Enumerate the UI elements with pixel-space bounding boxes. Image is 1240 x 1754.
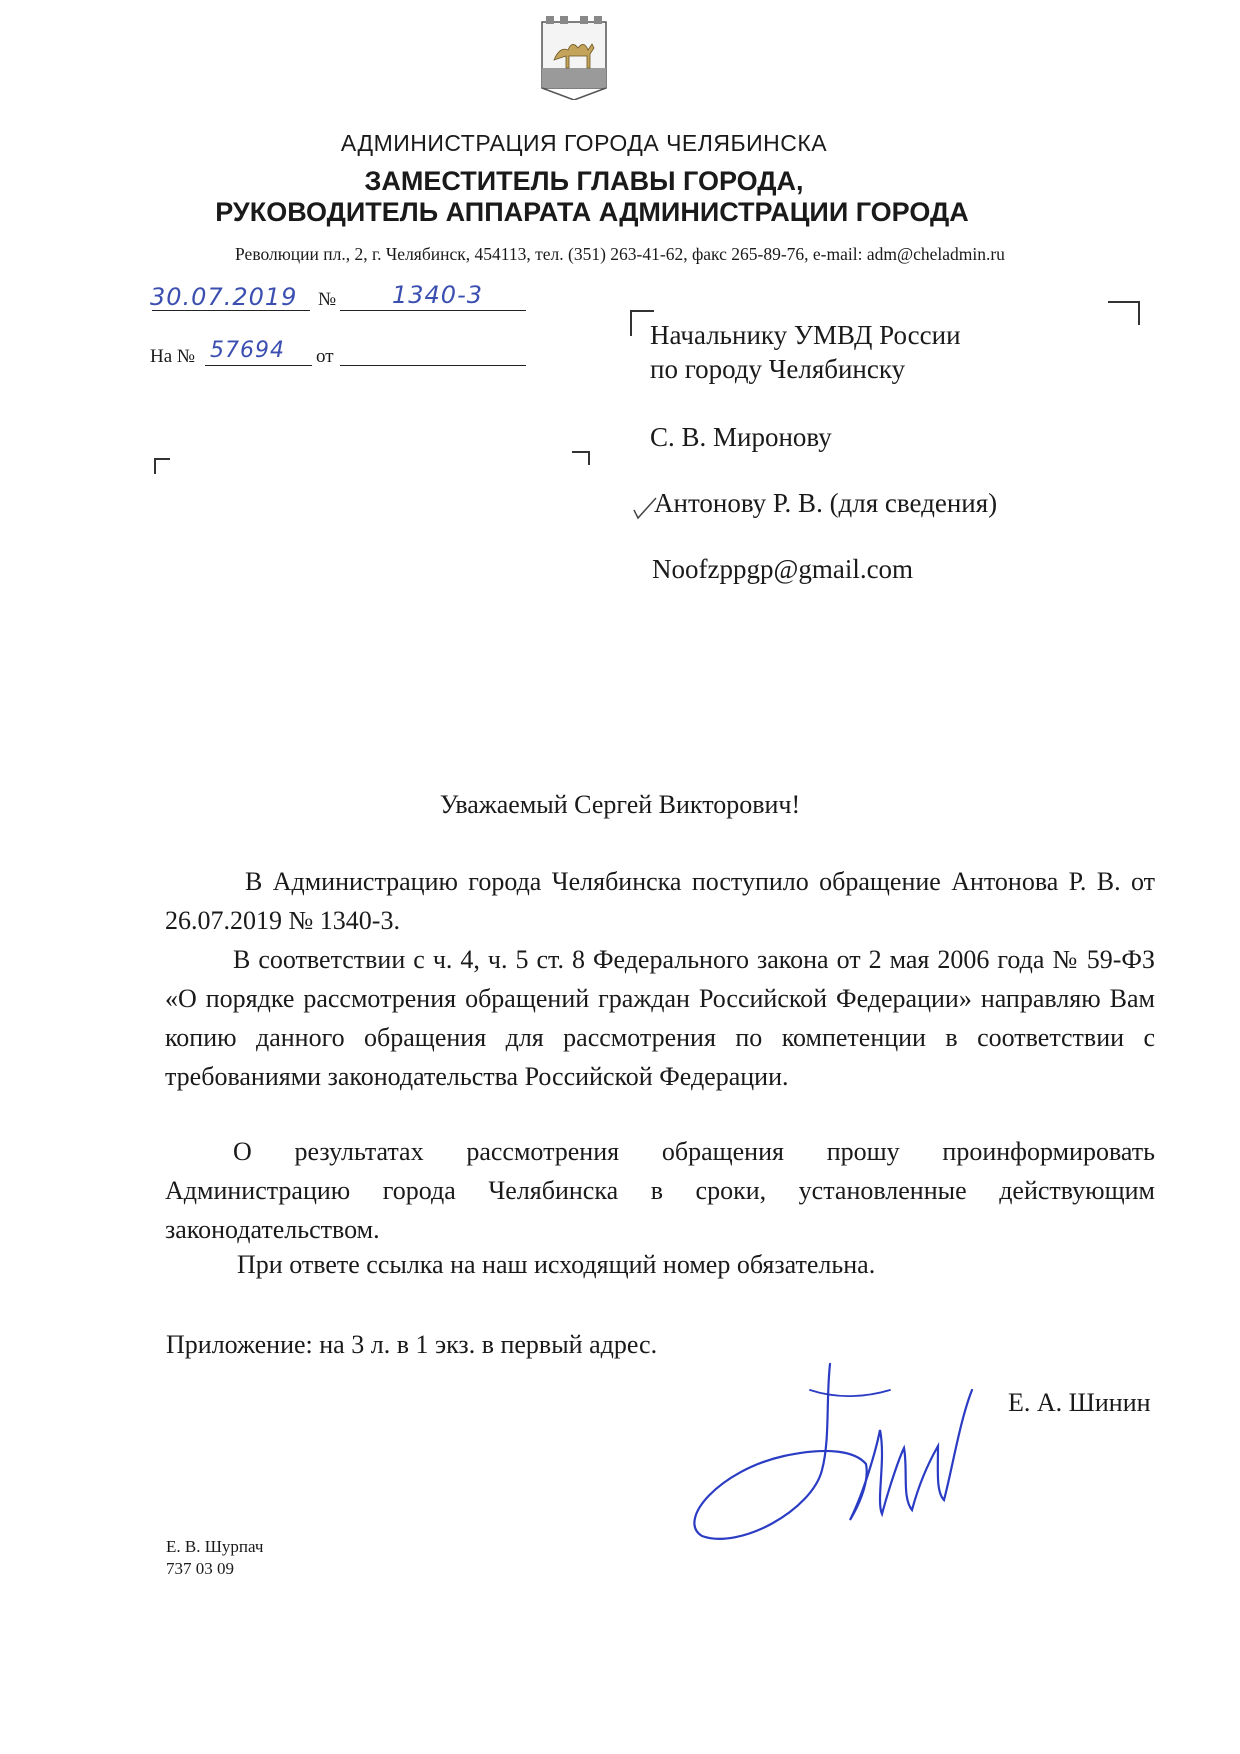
outgoing-date: 30.07.2019 <box>150 283 298 311</box>
number-label: № <box>318 289 337 310</box>
reference-number: 57694 <box>210 338 285 363</box>
recipient-position-city: по городу Челябинску <box>650 354 906 384</box>
recipient-corner-mark-right <box>1108 301 1140 325</box>
subject-corner-mark-right <box>572 451 590 465</box>
number-underline <box>340 310 526 311</box>
attachment-note: Приложение: на 3 л. в 1 экз. в первый адрес. <box>166 1330 658 1359</box>
copy-recipient: Антонову Р. В. (для сведения) <box>654 488 998 518</box>
recipient-email: Noofzppgp@gmail.com <box>652 554 914 584</box>
salutation: Уважаемый Сергей Викторович! <box>439 790 801 819</box>
recipient-name: С. В. Миронову <box>650 422 832 452</box>
organization-name: АДМИНИСТРАЦИЯ ГОРОДА ЧЕЛЯБИНСКА <box>340 130 828 156</box>
signer-name: Е. А. Шинин <box>1008 1388 1151 1417</box>
from-label: от <box>316 346 334 367</box>
executor-name: Е. В. Шурпач <box>166 1537 264 1556</box>
body-paragraph-1: В Администрацию города Челябинска поступило обращение Антонова Р. В. от 26.07.2019 № 1340-3. <box>165 867 1155 935</box>
reference-label: На № <box>150 346 196 367</box>
executor-info <box>166 1536 263 1580</box>
recipient-position: Начальнику УМВД России <box>650 320 961 350</box>
official-title-line1: ЗАМЕСТИТЕЛЬ ГЛАВЫ ГОРОДА, <box>364 166 804 196</box>
reference-date-underline <box>340 365 526 366</box>
organization-address: Революции пл., 2, г. Челябинск, 454113, тел. (351) 263-41-62, факс 265-89-76, e-mail: adm@cheladmin.ru <box>235 244 1005 264</box>
body-paragraph-3: О результатах рассмотрения обращения прошу проинформировать Администрацию города Челябинска в сроки, установленные действующим законодательством. <box>165 1137 1155 1244</box>
official-title-line2: РУКОВОДИТЕЛЬ АППАРАТА АДМИНИСТРАЦИИ ГОРОДА <box>215 197 969 227</box>
body-paragraph-2: В соответствии с ч. 4, ч. 5 ст. 8 Федерального закона от 2 мая 2006 года № 59-ФЗ «О порядке рассмотрения обращений граждан Российской Федерации» направляю Вам копию данного обращения для рассмотрения по компетенции в соответствии с требованиями законодательства Российской Федерации. <box>165 945 1155 1091</box>
reference-underline <box>205 365 312 366</box>
signature-icon <box>680 1360 990 1550</box>
coat-of-arms-icon <box>540 14 608 100</box>
body-paragraph-4: При ответе ссылка на наш исходящий номер обязательна. <box>237 1250 876 1279</box>
outgoing-number: 1340-3 <box>392 281 484 309</box>
executor-phone: 737 03 09 <box>166 1559 234 1578</box>
date-underline <box>152 310 310 311</box>
subject-corner-mark-left <box>154 458 170 474</box>
